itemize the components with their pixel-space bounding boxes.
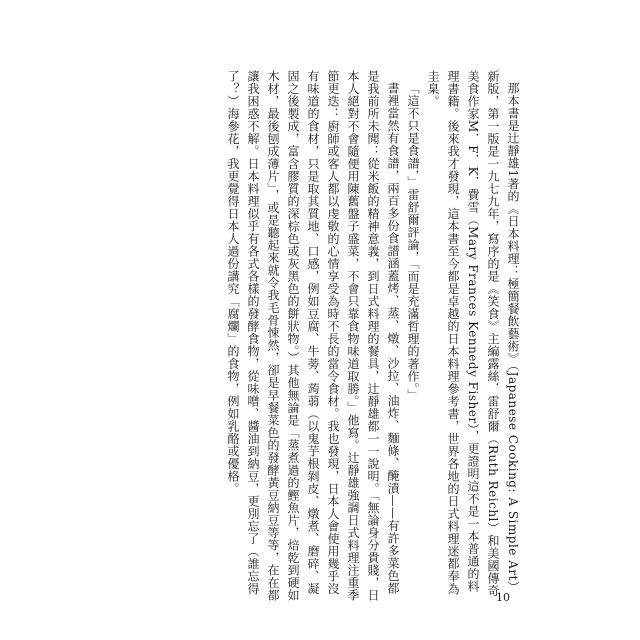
- paragraph-intro: 那本書是辻靜雄1著的《日本料理：極簡餐飲藝術》（Japanese Cooking: A Simple Art）新版，第一版是一九七九年，寫序的是《笑食》主編露絲．雷舒爾（Ruth Reichl）和美國傳奇美食作家M．F．K．費雪（Mary Frances Kennedy Fisher），更證明這不是一本普通的料理書籍。後來我才發現，這本書至今都是卓越的日本料理參考書，世界各地的日式料理迷都奉為圭臬。: [426, 70, 520, 597]
- paragraph-quote: 「這不只是食譜，」雷舒爾評論，「而是充滿哲理的著作。」: [406, 82, 420, 402]
- paragraph-main: 書裡當然有食譜，兩百多份食譜涵蓋烤、蒸、燉、沙拉、油炸、麵條、醃漬——有許多菜色都是我前所未聞：從米飯的精神意義，到日式料理的餐具，辻靜雄都一一說明。「無論身分貴賤，日本人絕對不會隨便用陳舊盤子盛菜，不會只靠食物味道取勝。」他寫。辻靜雄強調日式料理注重季節更迭：廚師或客人都以虔敬的心情享受為時不長的當令食材。我也發現，日本人會使用幾乎沒有味道的食材，只是取其質地、口感，例如豆腐、牛蒡、蒟蒻（以鬼芋根剝皮、燉煮、磨碎、凝固之後製成，富含膠質的深棕色或灰黑色的餅狀物。）其他無論是「蒸煮過的鰹魚片，焙乾到硬如木材，最後刨成薄片」，或是聽起來就令我毛骨悚然，卻是早餐菜色的發酵黃豆納豆等等，在在都讓我困惑不解。日本料理似乎有各式各樣的發酵食物，從味噌、醬油到納豆，更別忘了（誰忘得了？）海參花，我更覺得日本人過份講究「腐爛」的食物，例如乳酪或優格。: [226, 70, 400, 602]
- page-number: 10: [496, 591, 510, 604]
- vertical-text-body: [128, 70, 523, 605]
